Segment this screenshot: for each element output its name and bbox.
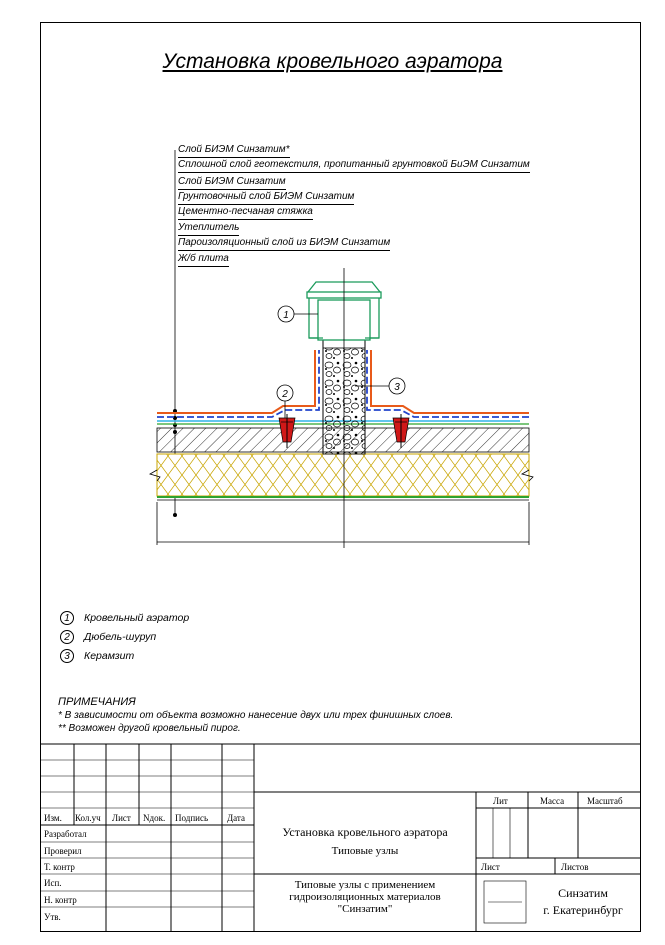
tb-n-kontr: Н. контр [44,895,77,905]
layer-label: Утеплитель [178,222,239,236]
layer-label: Цементно-песчаная стяжка [178,206,313,220]
tb-col-ndok: Nдок. [143,813,166,823]
notes-title: ПРИМЕЧАНИЯ [58,696,136,708]
note-line: * В зависимости от объекта возможно нанесение двух или трех финишных слоев. [58,710,454,721]
legend-number: 3 [60,649,74,663]
tb-col-list: Лист [112,813,131,823]
insulation-pattern [157,454,529,496]
legend-item [60,648,134,664]
legend-text: Дюбель-шуруп [84,631,157,643]
layer-label: Слой БИЭМ Синзатим* [178,144,290,158]
legend-number: 1 [60,611,74,625]
tb-utv: Утв. [44,912,61,922]
tb-razrabotal: Разработал [44,829,87,839]
layer-label: Пароизоляционный слой из БИЭМ Синзатим [178,237,390,251]
tb-massa: Масса [540,796,565,806]
layer-label: Слой БИЭМ Синзатим [178,176,286,190]
notes [58,696,453,735]
tb-doc-title: Типовые узлы с применением гидроизоляционных материалов "Синзатим" [289,879,441,915]
legend-item [60,610,189,626]
legend-number: 2 [60,630,74,644]
tb-listov: Листов [561,862,589,872]
layer-label: Грунтовочный слой БИЭМ Синзатим [178,191,354,205]
tb-drawing-title: Установка кровельного аэратора [282,825,448,839]
tb-col-kol: Кол.уч [75,813,101,823]
callout-2-label: 2 [282,389,288,400]
tb-list: Лист [481,862,500,872]
tb-city: г. Екатеринбург [543,903,623,917]
tb-col-podpis: Подпись [175,813,209,823]
legend-text: Керамзит [84,650,135,662]
tb-col-izm: Изм. [44,813,62,823]
tb-proveril: Проверил [44,846,82,856]
legend-item [60,629,156,645]
tb-col-data: Дата [227,813,245,823]
callout-1-label: 1 [283,310,289,321]
tb-drawing-subtitle: Типовые узлы [331,845,399,857]
tb-company: Синзатим [558,886,608,900]
membrane-top-left [157,350,315,413]
tb-t-kontr: Т. контр [44,862,75,872]
callout-1 [278,306,318,322]
legend-text: Кровельный аэратор [84,612,190,624]
callout-3-label: 3 [394,382,400,393]
layer-label: Ж/б плита [178,253,229,267]
drawing-title: Установка кровельного аэратора [162,50,503,73]
layer-label: Сплошной слой геотекстиля, пропитанный грунтовкой БиЭМ Синзатим [178,159,530,173]
tb-lit: Лит [493,796,508,806]
tb-masshtab: Масштаб [587,796,623,806]
tb-isp: Исп. [44,878,62,888]
note-line: ** Возможен другой кровельный пирог. [58,723,241,734]
